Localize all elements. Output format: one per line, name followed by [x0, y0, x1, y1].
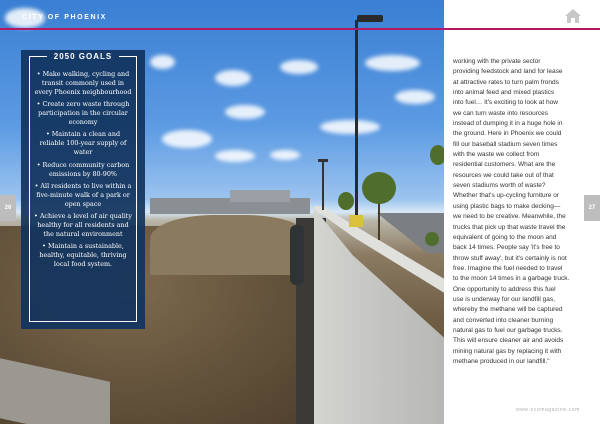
goals-list [33, 70, 133, 272]
light-pole [355, 20, 358, 220]
goal-item: • All residents to live within a five-minute walk of a park or open space [34, 181, 132, 208]
cloud [280, 60, 318, 74]
light-fixture [318, 159, 328, 162]
goal-item: • Achieve a level of air quality healthy for all residents and the natural environment [34, 211, 132, 238]
light-pole-base [349, 215, 363, 227]
magazine-name: CITY OF PHOENIX [22, 14, 107, 21]
cloud [395, 90, 435, 104]
pipe [290, 225, 304, 285]
cloud [320, 120, 380, 134]
header-rule [0, 28, 600, 30]
goals-title: 2050 GOALS [53, 52, 113, 61]
cloud [270, 150, 300, 160]
goal-item: • Reduce community carbon emissions by 80-90% [36, 160, 130, 178]
footer-url[interactable]: www.ecomagazine.com [516, 407, 580, 413]
page-number-left: 26 [0, 195, 16, 221]
landfill-ground [150, 215, 310, 275]
tree [338, 192, 354, 210]
home-icon[interactable] [565, 9, 581, 23]
cloud [215, 150, 255, 162]
cloud [162, 130, 212, 148]
light-pole [322, 160, 324, 210]
cloud [225, 105, 265, 119]
tree [425, 232, 439, 246]
goal-item: • Create zero waste through participation in the circular economy [36, 100, 130, 127]
cloud [215, 70, 251, 86]
cloud [150, 55, 175, 69]
goal-item: • Make walking, cycling and transit commonly used in every Phoenix neighbourhood [34, 70, 132, 96]
distant-buildings [230, 190, 290, 202]
cloud [365, 55, 420, 71]
tree [362, 172, 396, 204]
tree [430, 145, 444, 165]
goals-box [21, 50, 145, 329]
page-number-right: 27 [584, 195, 600, 221]
light-fixture [357, 15, 383, 22]
goal-item: • Maintain a sustainable, healthy, equitable, thriving local food system. [39, 242, 127, 269]
goal-item: • Maintain a clean and reliable 100-year supply of water [39, 130, 127, 157]
article-text: working with the private sector providing feedstock and land for lease at attractive rates to turn palm fronds into animal feed and mixed plastics into fuel… It's exciting to look at how we can turn waste into resources instead of dumping it in a huge hole in the ground. Here in Phoenix we could fill our baseball stadium seven times with the waste we collect from residential customers. What are the resources we could take out of that seven stadiums worth of waste? Whether that's up-cycling furniture or using plastic bags to make decking— we need to be creative. Meanwhile, the trucks that pick up that waste travel the equivalent of going to the moon and back 14 times. People say 'it's free to throw stuff away', but it's certainly is not free. Imagine the fuel needed to travel to the moon 14 times in a garbage truck. One opportunity to address this fuel use is underway for our landfill gas, whereby the methane will be captured and converted into cleaner burning natural gas to fuel our garbage trucks. This will ensure cleaner air and avoids mining natural gas by replacing it with methane produced in our landfill." [453, 58, 570, 365]
